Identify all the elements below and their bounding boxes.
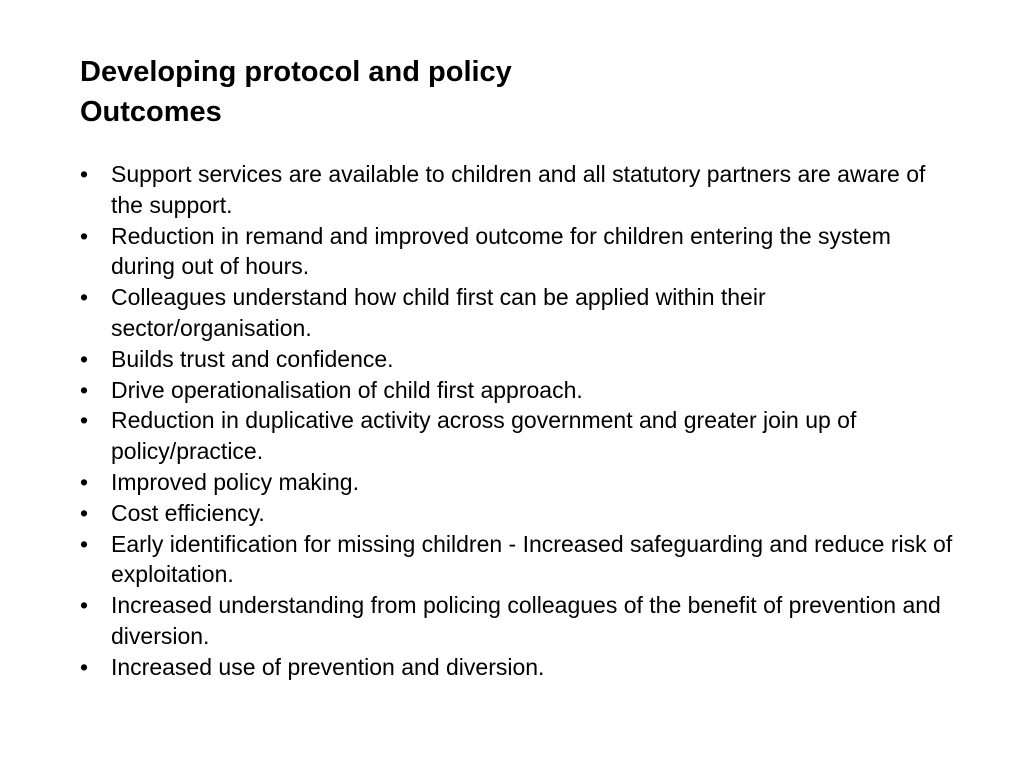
title-line-1: Developing protocol and policy [80,56,512,88]
list-item-text: Increased use of prevention and diversion. [111,653,545,680]
list-item [80,498,960,529]
list-item-text: Drive operationalisation of child first approach. [111,376,583,403]
bullet-icon: • [80,530,89,557]
list-item [80,375,960,406]
bullet-icon: • [80,345,89,372]
list-item-text: Early identification for missing children - Increased safeguarding and reduce risk of exploitation. [111,530,953,588]
list-item [80,652,960,683]
bullet-icon: • [80,376,89,403]
list-item [80,344,960,375]
list-item-text: Support services are available to children and all statutory partners are aware of the support. [111,161,926,218]
slide-title [80,52,960,132]
bullet-icon: • [80,592,89,619]
list-item [80,405,960,467]
list-item-text: Colleagues understand how child first can be applied within their sector/organisation. [111,284,766,341]
bullet-icon: • [80,161,89,187]
list-item-text: Reduction in remand and improved outcome for children entering the system during out of hours. [111,222,891,280]
outcomes-list [80,159,960,683]
list-item-text: Reduction in duplicative activity across government and greater join up of policy/practice. [111,407,857,465]
bullet-icon: • [80,499,89,526]
list-item [80,221,960,283]
list-item-text: Builds trust and confidence. [111,345,394,372]
list-item [80,590,960,652]
list-item-text: Cost efficiency. [111,499,265,526]
list-item [80,529,960,591]
bullet-icon: • [80,407,89,434]
list-item [80,467,960,498]
list-item [80,282,960,344]
list-item-text: Improved policy making. [111,468,359,495]
title-line-2: Outcomes [80,96,222,128]
bullet-icon: • [80,284,89,311]
list-item [80,159,960,221]
bullet-icon: • [80,653,89,680]
list-item-text: Increased understanding from policing colleagues of the benefit of prevention and diversion. [111,592,941,649]
bullet-icon: • [80,468,89,495]
bullet-icon: • [80,222,89,249]
